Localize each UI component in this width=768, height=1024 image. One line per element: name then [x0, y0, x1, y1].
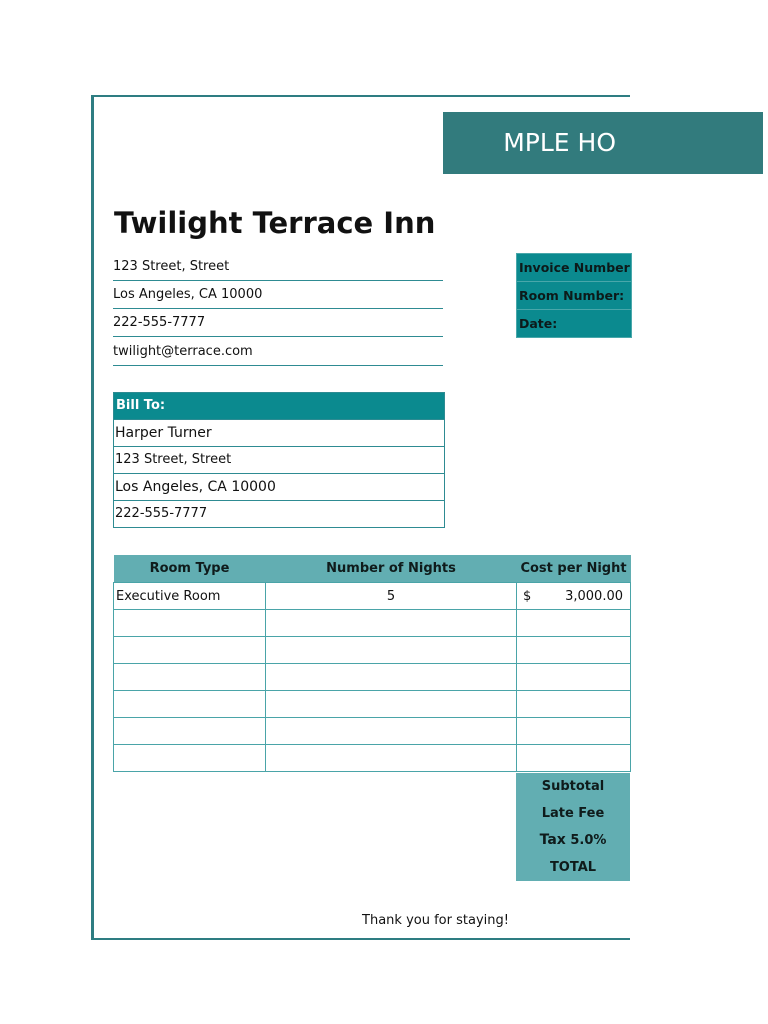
nights-cell[interactable] [266, 745, 517, 772]
bill-to-box [113, 392, 445, 528]
cost-cell[interactable] [517, 610, 631, 637]
tax-rate: 5.0% [570, 833, 607, 848]
table-row [114, 610, 631, 637]
cost-cell[interactable] [517, 691, 631, 718]
bill-to-name[interactable]: Harper Turner [114, 419, 444, 446]
thank-you-note: Thank you for staying! [362, 913, 509, 928]
invoice-meta-box [516, 253, 632, 338]
hotel-phone: 222-555-7777 [113, 309, 443, 337]
room-number-label: Room Number: [517, 282, 631, 310]
cost-cell[interactable] [517, 664, 631, 691]
room-type-cell[interactable] [114, 718, 266, 745]
table-row [114, 718, 631, 745]
cost-cell[interactable] [517, 718, 631, 745]
bill-to-phone[interactable]: 222-555-7777 [114, 500, 444, 527]
header-nights: Number of Nights [266, 555, 517, 583]
bill-to-street[interactable]: 123 Street, Street [114, 446, 444, 473]
totals-box [516, 773, 630, 881]
nights-cell[interactable] [266, 637, 517, 664]
table-row [114, 637, 631, 664]
room-type-cell[interactable] [114, 691, 266, 718]
nights-cell[interactable] [266, 691, 517, 718]
banner-title: MPLE HO [503, 128, 616, 157]
total-label: TOTAL [549, 860, 597, 875]
nights-cell[interactable]: 5 [266, 583, 517, 610]
table-row [114, 583, 631, 610]
late-fee-label: Late Fee [541, 806, 605, 821]
frame-bottom-border [92, 938, 630, 940]
tax-row [516, 827, 630, 854]
invoice-number-label: Invoice Number [517, 254, 631, 282]
subtotal-label: Subtotal [541, 779, 605, 794]
nights-cell[interactable] [266, 718, 517, 745]
currency-symbol: $ [523, 588, 532, 604]
room-type-cell[interactable] [114, 664, 266, 691]
cost-cell[interactable] [517, 745, 631, 772]
frame-top-border [92, 95, 630, 97]
hotel-name: Twilight Terrace Inn [114, 206, 436, 240]
header-room-type: Room Type [114, 555, 266, 583]
room-type-cell[interactable]: Executive Room [114, 583, 266, 610]
hotel-city: Los Angeles, CA 10000 [113, 281, 443, 309]
bill-to-city[interactable]: Los Angeles, CA 10000 [114, 473, 444, 500]
bill-to-header: Bill To: [114, 393, 444, 419]
room-type-cell[interactable] [114, 610, 266, 637]
tax-label: Tax [539, 832, 566, 848]
nights-cell[interactable] [266, 610, 517, 637]
hotel-email: twilight@terrace.com [113, 338, 443, 366]
title-banner [443, 112, 763, 174]
frame-left-border [91, 95, 94, 940]
table-row [114, 691, 631, 718]
cost-cell[interactable] [517, 583, 631, 610]
header-cost: Cost per Night [517, 555, 631, 583]
hotel-street: 123 Street, Street [113, 253, 443, 281]
nights-cell[interactable] [266, 664, 517, 691]
table-row [114, 745, 631, 772]
date-label: Date: [519, 316, 558, 331]
room-type-cell[interactable] [114, 745, 266, 772]
cost-cell[interactable] [517, 637, 631, 664]
room-type-cell[interactable] [114, 637, 266, 664]
cost-value: 3,000.00 [565, 588, 623, 604]
table-row [114, 664, 631, 691]
room-charges-table [113, 555, 631, 772]
